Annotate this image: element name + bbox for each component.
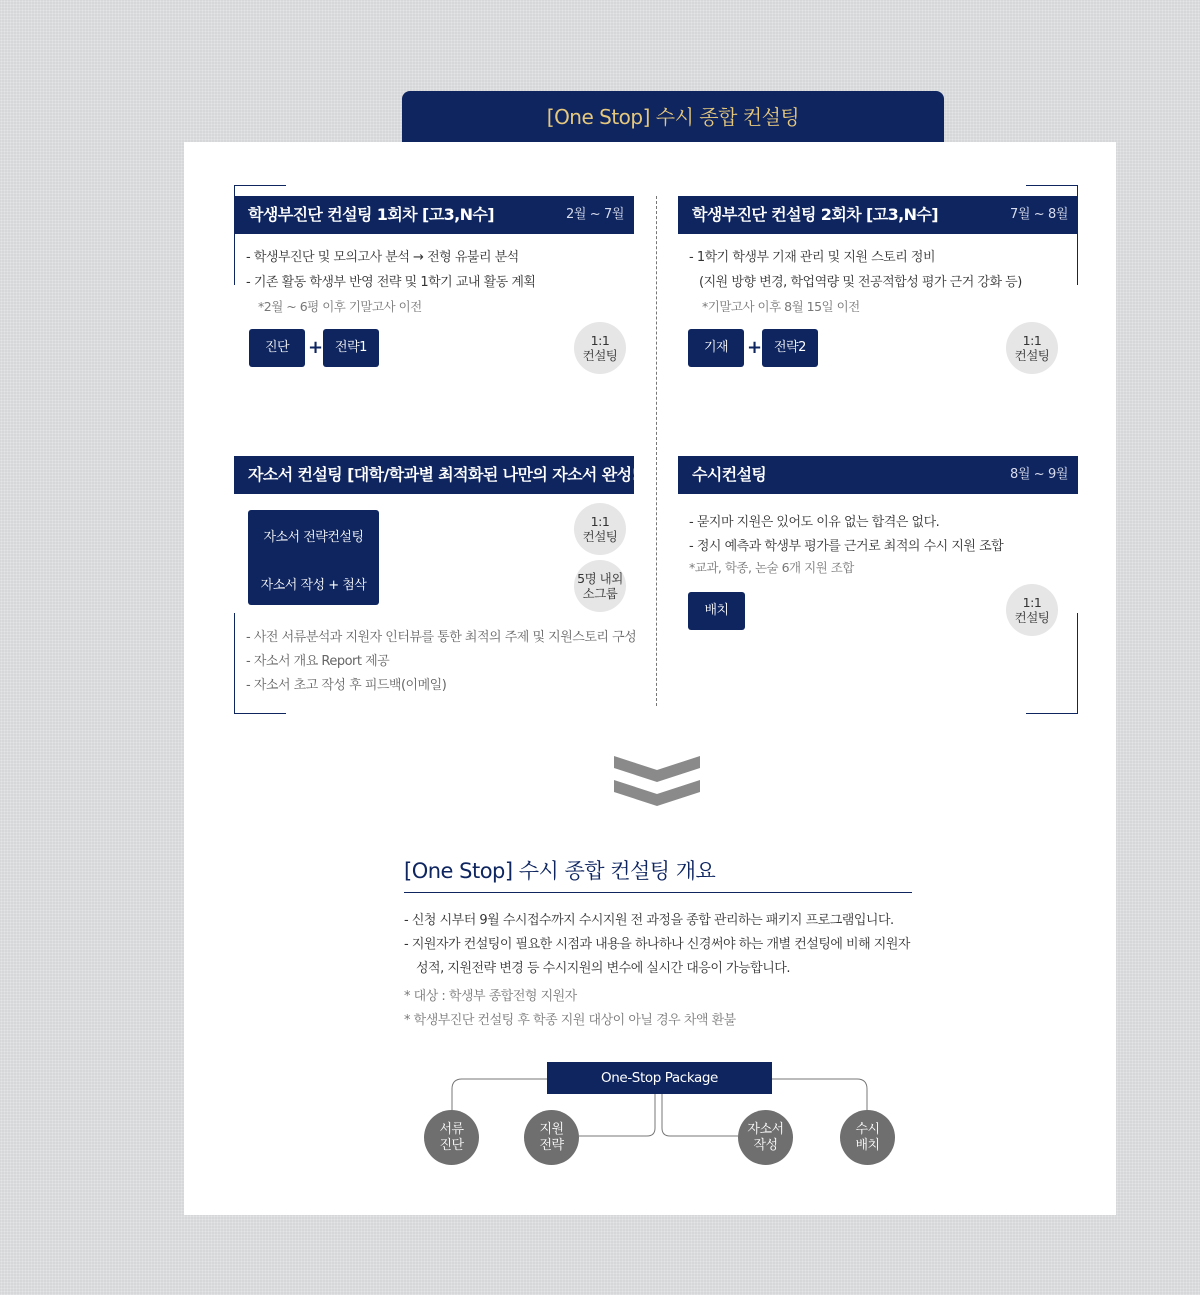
- essay-small-group-badge: [574, 560, 626, 612]
- diag1-badge-top: 1:1: [590, 333, 610, 348]
- essay-badge1-bottom: 컨설팅: [582, 529, 618, 544]
- overview-line-3: 성적, 지원전략 변경 등 수시지원의 변수에 실시간 대응이 가능합니다.: [416, 961, 790, 976]
- node-essay-writing: [738, 1110, 793, 1165]
- node-2-top: 지원: [539, 1121, 564, 1137]
- node-application-strategy: [524, 1110, 579, 1165]
- susi-title: 수시컨설팅: [692, 465, 767, 484]
- susi-note: *교과, 학종, 논술 6개 지원 조합: [689, 560, 854, 575]
- essay-badge2-bottom: 소그룹: [582, 586, 618, 601]
- diag2-title: 학생부진단 컨설팅 2회차 [고3,N수]: [692, 205, 938, 224]
- diag1-one-on-one-badge: [574, 322, 626, 374]
- node-2-bottom: 전략: [539, 1137, 564, 1153]
- node-1-top: 서류: [439, 1121, 464, 1137]
- susi-period: 8월 ~ 9월: [1009, 467, 1068, 482]
- susi-line-1: - 묻지마 지원은 있어도 이유 없는 합격은 없다.: [689, 515, 940, 530]
- susi-line-2: - 정시 예측과 학생부 평가를 근거로 최적의 수시 지원 조합: [689, 539, 1004, 554]
- overview-title: [One Stop] 수시 종합 컨설팅 개요: [404, 859, 716, 883]
- essay-line-3: - 자소서 초고 작성 후 피드백(이메일): [246, 678, 447, 693]
- node-4-top: 수시: [855, 1121, 880, 1137]
- diag1-title: 학생부진단 컨설팅 1회차 [고3,N수]: [248, 205, 494, 224]
- diag2-header: [678, 196, 1078, 234]
- node-document-diagnosis: [424, 1110, 479, 1165]
- diag1-chip-diagnosis: 진단: [249, 329, 305, 367]
- essay-service-box: [248, 510, 379, 605]
- overview-line-1: - 신청 시부터 9월 수시접수까지 수시지원 전 과정을 종합 관리하는 패키지 프로그램입니다.: [404, 913, 894, 928]
- bracket-bottom-right-vertical: [1077, 613, 1078, 713]
- essay-badge2-top: 5명 내외: [577, 571, 623, 586]
- essay-box-line-1: 자소서 전략컨설팅: [263, 530, 364, 545]
- susi-header: [678, 456, 1078, 494]
- diag2-chip-record: 기재: [688, 329, 744, 367]
- susi-chip-placement: 배치: [688, 592, 745, 630]
- overview-line-2: - 지원자가 컨설팅이 필요한 시점과 내용을 하나하나 신경써야 하는 개별 컨설팅에 비해 지원자: [404, 937, 910, 952]
- node-susi-placement: [840, 1110, 895, 1165]
- diag1-chip-strategy: 전략1: [323, 329, 379, 367]
- diag1-header: [234, 196, 634, 234]
- diag2-badge-top: 1:1: [1022, 333, 1042, 348]
- diag1-plus: +: [308, 337, 324, 358]
- node-3-top: 자소서: [747, 1121, 784, 1137]
- diag1-period: 2월 ~ 7월: [565, 207, 624, 222]
- center-dashed-divider: [656, 196, 657, 706]
- diag2-line-1: - 1학기 학생부 기재 관리 및 지원 스토리 정비: [689, 250, 936, 265]
- diag2-plus: +: [747, 337, 763, 358]
- diag1-line-1: - 학생부진단 및 모의고사 분석 → 전형 유불리 분석: [246, 250, 519, 265]
- essay-box-line-2: 자소서 작성 + 첨삭: [260, 578, 367, 593]
- bracket-top-right: [1026, 185, 1078, 186]
- diag2-chip-strategy: 전략2: [762, 329, 818, 367]
- bracket-bottom-left-vertical: [234, 613, 235, 713]
- double-chevron-down-icon: [614, 752, 700, 808]
- node-3-bottom: 작성: [753, 1137, 778, 1153]
- diag2-period: 7월 ~ 8월: [1009, 207, 1068, 222]
- susi-badge-bottom: 컨설팅: [1014, 610, 1050, 625]
- essay-badge1-top: 1:1: [590, 514, 610, 529]
- diag1-badge-bottom: 컨설팅: [582, 348, 618, 363]
- susi-one-on-one-badge: [1006, 584, 1058, 636]
- diag1-note: *2월 ~ 6평 이후 기말고사 이전: [258, 299, 422, 314]
- package-label: One-Stop Package: [547, 1062, 772, 1094]
- essay-title: 자소서 컨설팅 [대학/학과별 최적화된 나만의 자소서 완성!]: [248, 465, 645, 484]
- essay-header: [234, 456, 645, 494]
- bracket-bottom-left: [234, 713, 286, 714]
- diag2-one-on-one-badge: [1006, 322, 1058, 374]
- bracket-top-left: [234, 185, 286, 186]
- essay-one-on-one-badge: [574, 503, 626, 555]
- diag2-line-2: (지원 방향 변경, 학업역량 및 전공적합성 평가 근거 강화 등): [699, 275, 1022, 290]
- diag2-note: *기말고사 이후 8월 15일 이전: [702, 299, 860, 314]
- program-title-tab: [One Stop] 수시 종합 컨설팅: [402, 91, 944, 143]
- susi-badge-top: 1:1: [1022, 595, 1042, 610]
- overview-note-1: * 대상 : 학생부 종합전형 지원자: [404, 989, 577, 1004]
- overview-underline: [404, 892, 912, 893]
- diag2-badge-bottom: 컨설팅: [1014, 348, 1050, 363]
- overview-note-2: * 학생부진단 컨설팅 후 학종 지원 대상이 아닐 경우 차액 환불: [404, 1013, 736, 1028]
- essay-line-1: - 사전 서류분석과 지원자 인터뷰를 통한 최적의 주제 및 지원스토리 구성: [246, 630, 637, 645]
- essay-line-2: - 자소서 개요 Report 제공: [246, 654, 390, 669]
- node-4-bottom: 배치: [855, 1137, 880, 1153]
- node-1-bottom: 진단: [439, 1137, 464, 1153]
- diag1-line-2: - 기존 활동 학생부 반영 전략 및 1학기 교내 활동 계획: [246, 275, 536, 290]
- bracket-bottom-right: [1026, 713, 1078, 714]
